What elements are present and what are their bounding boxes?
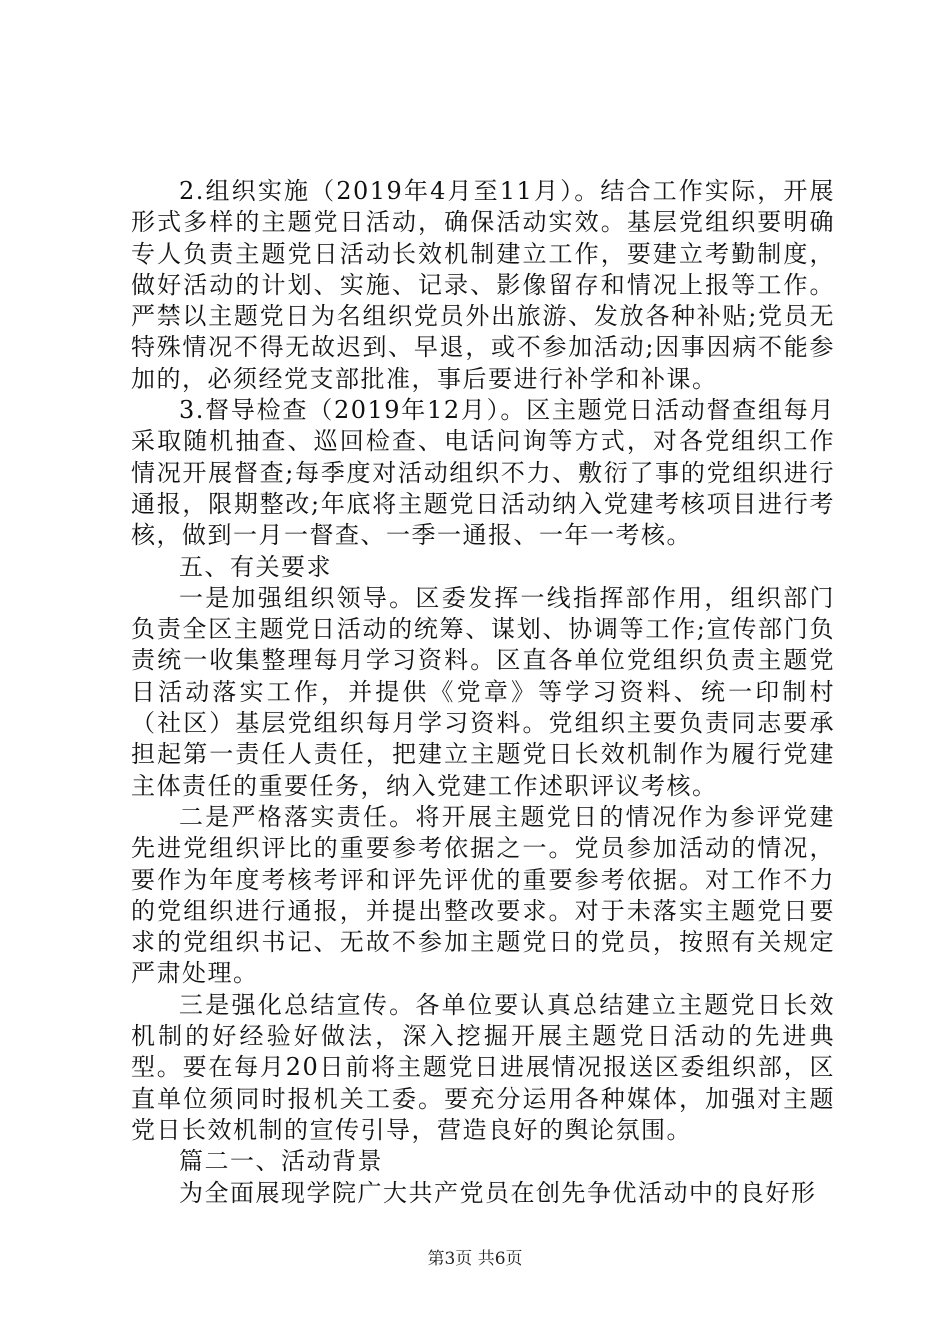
section-heading-background: 篇二一、活动背景: [179, 1147, 383, 1176]
paragraph-inspection: 3.督导检查（2019年12月）。区主题党日活动督查组每月采取随机抽查、巡回检查、电话问询等方式，对各党组织工作情况开展督查;每季度对活动组织不力、敷衍了事的党组织进行通报，限期整改;年底将主题党日活动纳入党建考核项目进行考核，做到一月一督查、一季一通报、一年一考核。: [131, 396, 835, 550]
paragraph-implementation: 2.组织实施（2019年4月至11月）。结合工作实际，开展形式多样的主题党日活动，确保活动实效。基层党组织要明确专人负责主题党日活动长效机制建立工作，要建立考勤制度，做好活动的计划、实施、记录、影像留存和情况上报等工作。严禁以主题党日为名组织党员外出旅游、发放各种补贴;党员无特殊情况不得无故迟到、早退，或不参加活动;因事因病不能参加的，必须经党支部批准，事后要进行补学和补课。: [131, 177, 835, 393]
paragraph-background: 为全面展现学院广大共产党员在创先争优活动中的良好形: [179, 1178, 817, 1207]
section-heading-requirements: 五、有关要求: [179, 552, 332, 581]
paragraph-responsibility: 二是严格落实责任。将开展主题党日的情况作为参评党建先进党组织评比的重要参考依据之一。党员参加活动的情况，要作为年度考核考评和评先评优的重要参考依据。对工作不力的党组织进行通报，并提出整改要求。对于未落实主题党日要求的党组织书记、无故不参加主题党日的党员，按照有关规定严肃处理。: [131, 802, 835, 988]
page-number-footer: 第3页 共6页: [427, 1249, 523, 1269]
paragraph-publicity: 三是强化总结宣传。各单位要认真总结建立主题党日长效机制的好经验好做法，深入挖掘开展主题党日活动的先进典型。要在每月20日前将主题党日进展情况报送区委组织部，区直单位须同时报机关工委。要充分运用各种媒体，加强对主题党日长效机制的宣传引导，营造良好的舆论氛围。: [131, 990, 835, 1144]
paragraph-leadership: 一是加强组织领导。区委发挥一线指挥部作用，组织部门负责全区主题党日活动的统筹、谋划、协调等工作;宣传部门负责统一收集整理每月学习资料。区直各单位党组织负责主题党日活动落实工作，并提供《党章》等学习资料、统一印制村（社区）基层党组织每月学习资料。党组织主要负责同志要承担起第一责任人责任，把建立主题党日长效机制作为履行党建主体责任的重要任务，纳入党建工作述职评议考核。: [131, 583, 835, 800]
document-body: [131, 176, 835, 1209]
